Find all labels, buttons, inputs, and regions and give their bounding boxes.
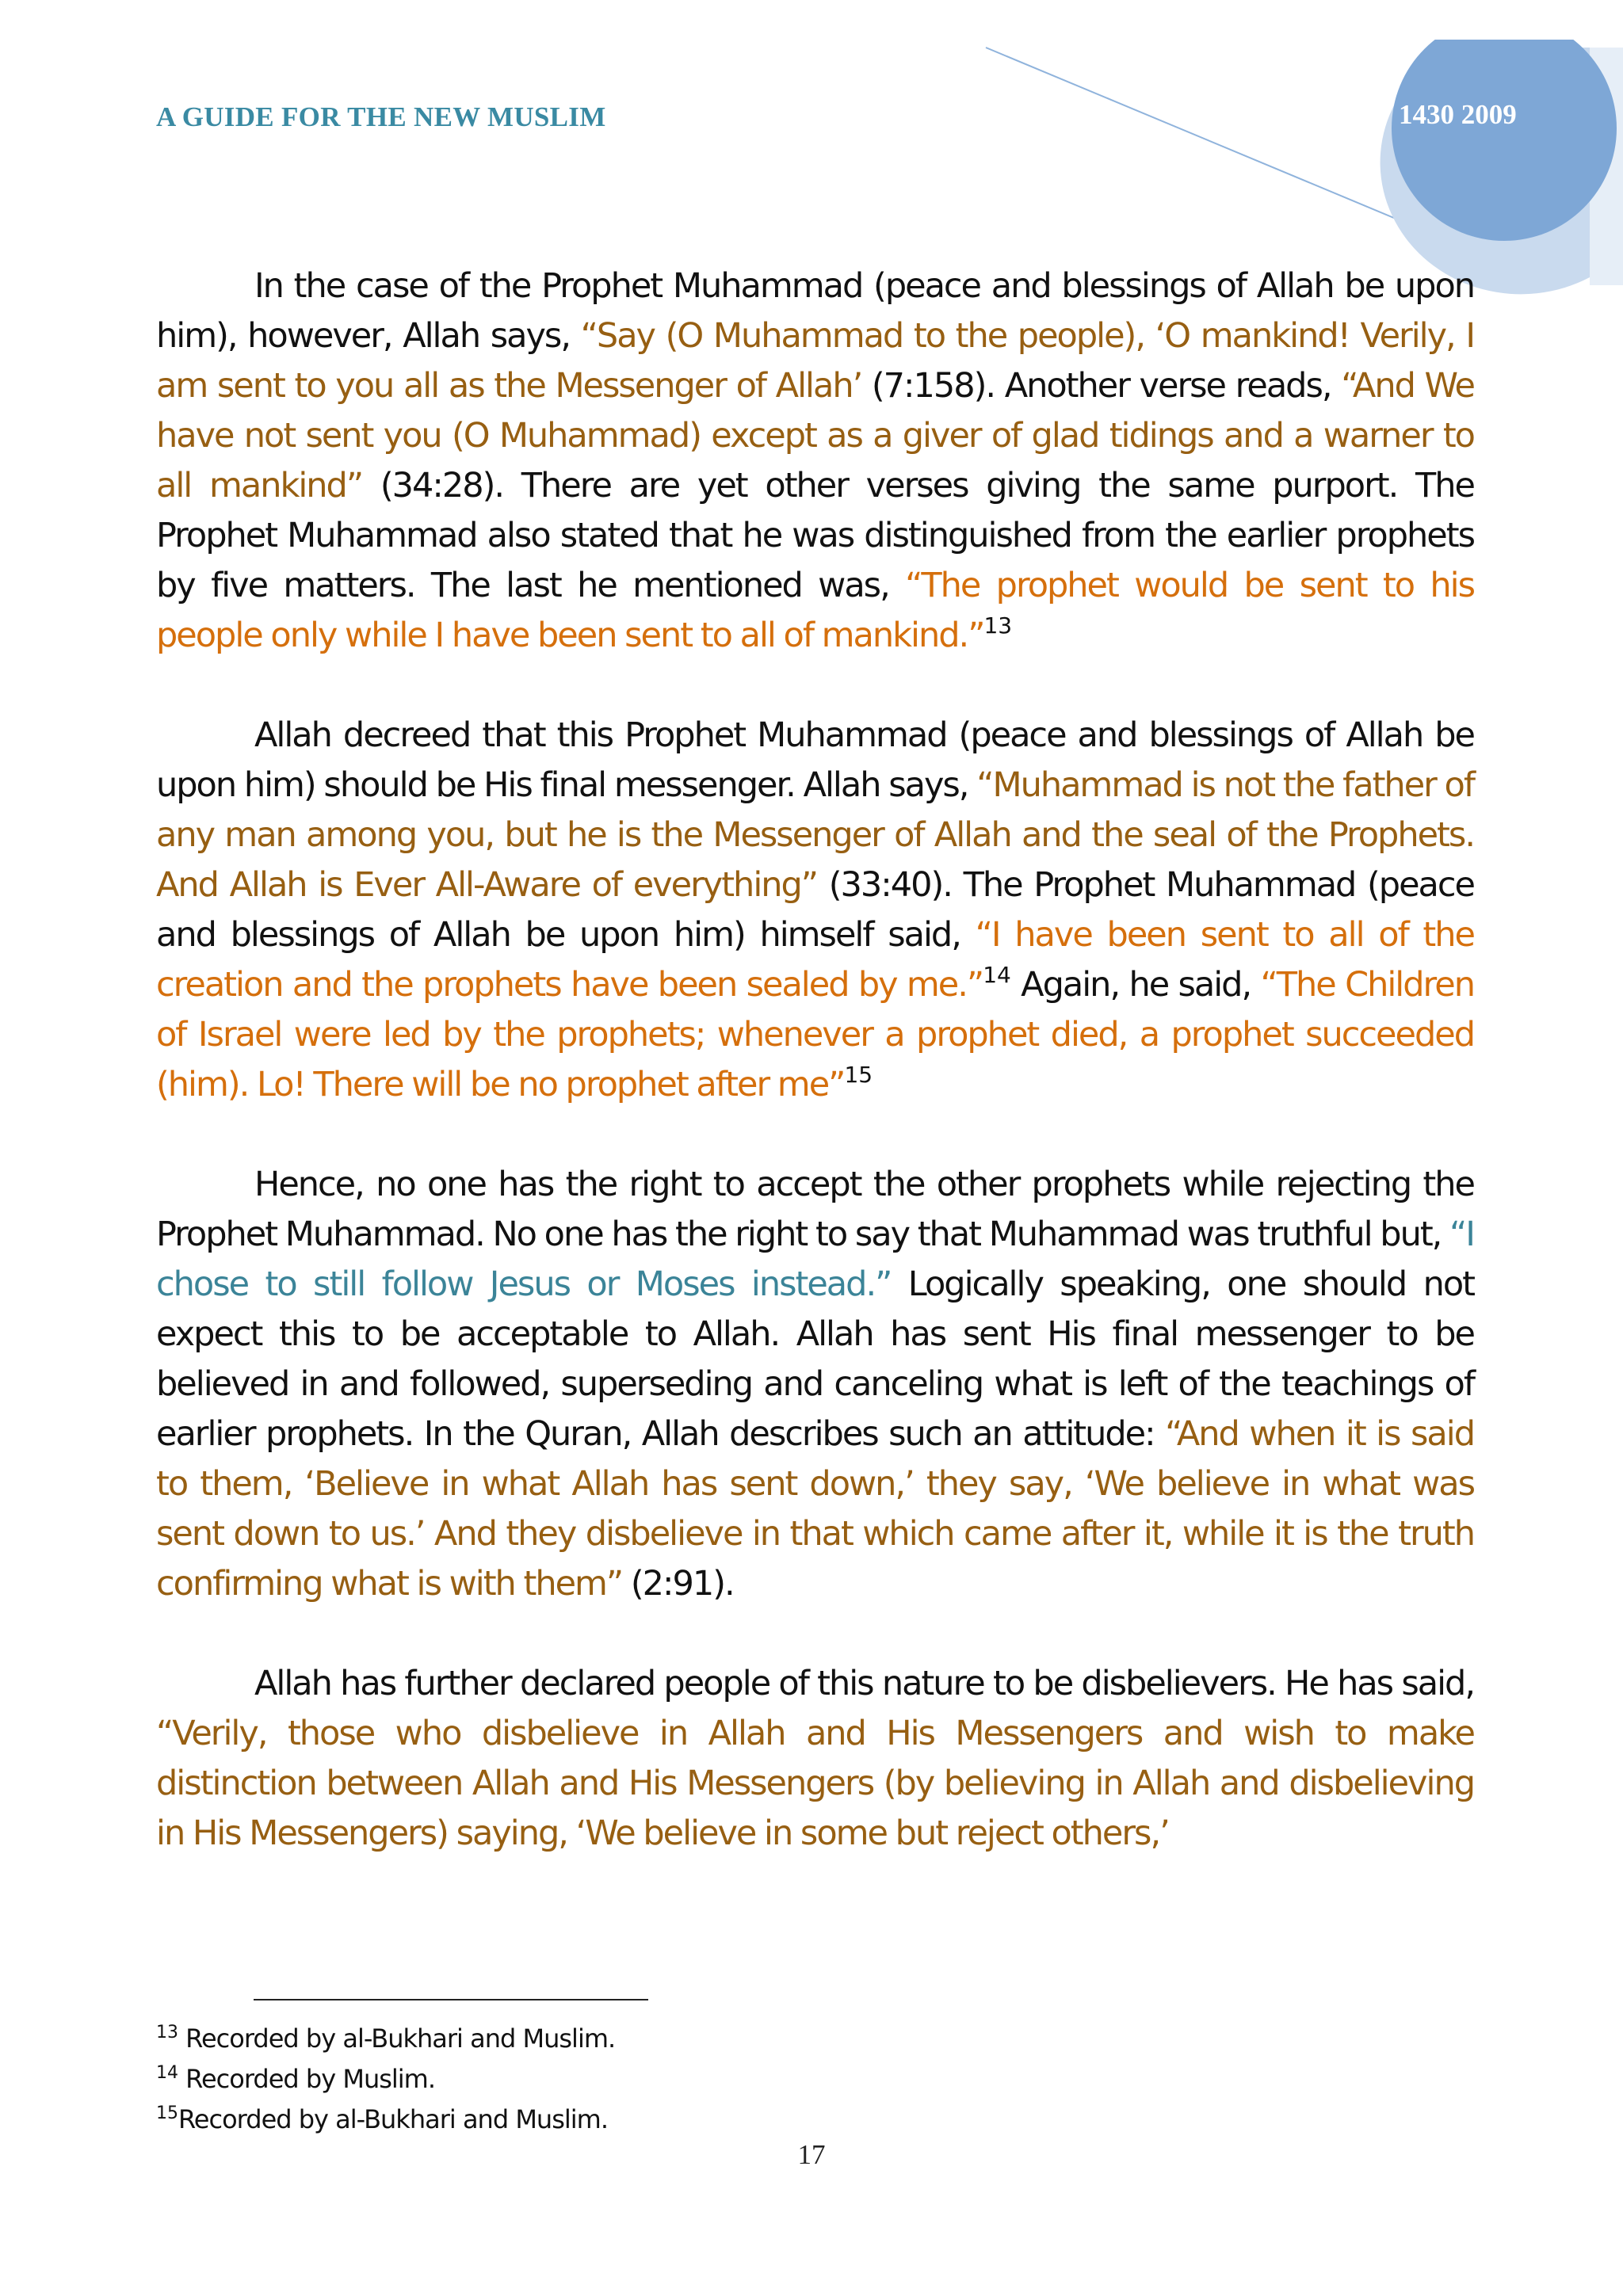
quran-quote: “And when it is said to them, ‘Believe in what Allah has sent down,’ they say, ‘We believe in what was sent down to us.’ And they disbelieve in that which came after it, while it is the truth confirming what is with them” [156, 1414, 1474, 1604]
quran-quote: “And We have not sent you (O Muhammad) except as a giver of glad tidings and a warner to all mankind” [156, 366, 1474, 505]
paragraph-text: In the case of the Prophet Muhammad (peace and blessings of Allah be upon him), however, Allah says, [156, 266, 1474, 356]
hypothetical-quote: “I chose to still follow Jesus or Moses instead.” [156, 1215, 1474, 1304]
paragraph-text: Allah has further declared people of this nature to be disbelievers. He has said, [254, 1664, 1474, 1703]
hadith-quote: “The prophet would be sent to his people only while I have been sent to all of mankind.” [156, 566, 1474, 655]
footnote-marker: 14 [983, 962, 1011, 988]
footnote-text: Recorded by Muslim. [178, 2064, 436, 2094]
paragraph-1 [156, 261, 1474, 661]
footnote-15 [156, 2100, 615, 2140]
quran-quote: “Verily, those who disbelieve in Allah and His Messengers and wish to make distinction between Allah and His Messengers (by believing in Allah and disbelieving in His Messengers) saying, ‘We believe in some but reject others,’ [156, 1714, 1474, 1853]
paragraph-3 [156, 1160, 1474, 1609]
paragraph-4 [156, 1659, 1474, 1859]
body-text [156, 261, 1474, 1859]
hadith-quote: “The Children of Israel were led by the prophets; whenever a prophet died, a prophet succeeded (him). Lo! There will be no prophet after me” [156, 965, 1474, 1104]
paragraph-text: (34:28). There are yet other verses giving the same purport. The Prophet Muhammad also stated that he was distinguished from the earlier prophets by five matters. The last he mentioned was, [156, 466, 1474, 605]
quran-quote: “Say (O Muhammad to the people), ‘O mankind! Verily, I am sent to you all as the Messenger of Allah’ [156, 316, 1475, 406]
footnotes [156, 2019, 615, 2140]
paragraph-text: (33:40). The Prophet Muhammad (peace and blessings of Allah be upon him) himself said, [156, 865, 1474, 955]
footnote-separator [254, 1999, 648, 2000]
paragraph-text: (2:91). [622, 1564, 734, 1604]
footnote-number: 14 [156, 2063, 178, 2083]
footnote-marker: 15 [844, 1062, 873, 1088]
quran-quote: “Muhammad is not the father of any man among you, but he is the Messenger of Allah and the seal of the Prophets. And Allah is Ever All-Aware of everything” [156, 765, 1474, 905]
paragraph-text: Again, he said, [1010, 965, 1261, 1005]
running-header-title: A GUIDE FOR THE NEW MUSLIM [156, 101, 606, 132]
footnote-text: Recorded by al-Bukhari and Muslim. [178, 2023, 616, 2054]
paragraph-text: Hence, no one has the right to accept the other prophets while rejecting the Prophet Muhammad. No one has the right to say that Muhammad was truthful but, [156, 1165, 1474, 1254]
footnote-number: 13 [156, 2023, 178, 2042]
footnote-14 [156, 2059, 615, 2100]
hadith-quote: “I have been sent to all of the creation and the prophets have been sealed by me.” [156, 915, 1475, 1005]
paragraph-text: (7:158). Another verse reads, [861, 366, 1342, 406]
page-number: 17 [797, 2139, 826, 2170]
footnote-13 [156, 2019, 615, 2059]
footnote-text: Recorded by al-Bukhari and Muslim. [178, 2104, 608, 2134]
paragraph-2 [156, 711, 1474, 1110]
decoration-diagonal-line [986, 48, 1419, 228]
paragraph-text: Allah decreed that this Prophet Muhammad (peace and blessings of Allah be upon him) should be His final messenger. Allah says, [156, 715, 1474, 805]
footnote-marker: 13 [983, 612, 1013, 639]
running-header-year: 1430 2009 [1399, 99, 1517, 130]
paragraph-text: Logically speaking, one should not expect this to be acceptable to Allah. Allah has sent His final messenger to be believed in and followed, superseding and canceling what is left of the teachings of earlier prophets. In the Quran, Allah describes such an attitude: [156, 1264, 1474, 1454]
footnote-number: 15 [156, 2103, 178, 2123]
